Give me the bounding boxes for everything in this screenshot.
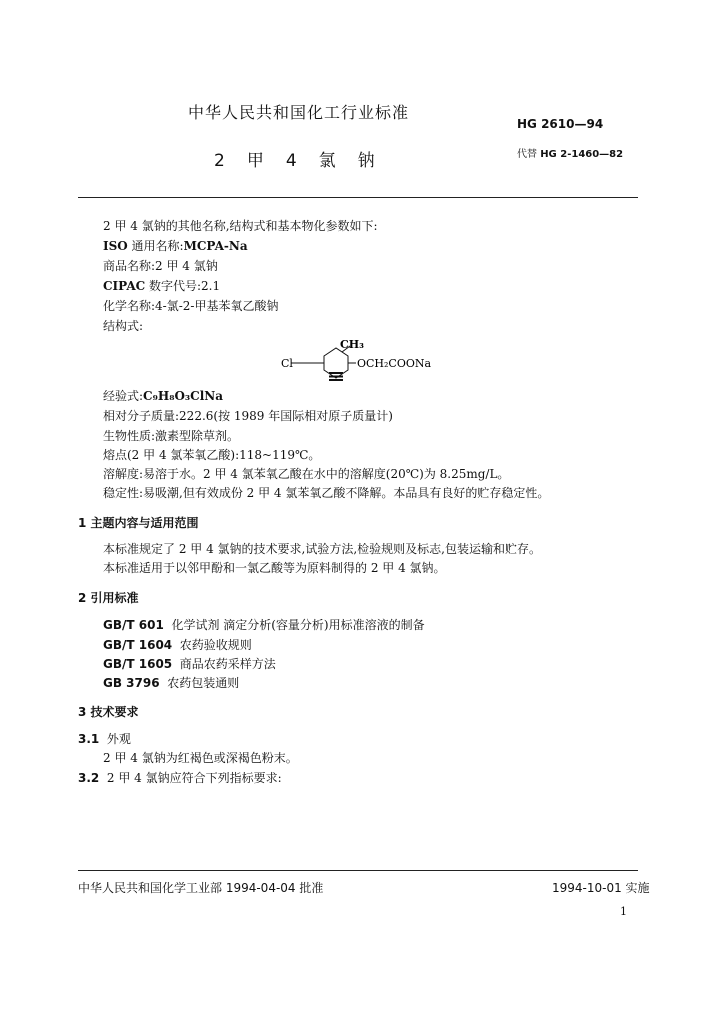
iso-text: 通用名称: — [127, 239, 184, 253]
clause-3-1 — [78, 731, 131, 747]
effective-date: 1994-10-01 实施 — [552, 881, 650, 895]
trade-name-line: 商品名称:2 甲 4 氯钠 — [103, 259, 218, 273]
melting-point-line: 熔点(2 甲 4 氯苯氧乙酸):118~119℃。 — [103, 448, 321, 462]
reference-code: GB/T 601 — [103, 618, 164, 632]
iso-name-line — [103, 238, 248, 254]
section-2-heading: 2 引用标准 — [78, 591, 139, 605]
solubility-line: 溶解度:易溶于水。2 甲 4 氯苯氧乙酸在水中的溶解度(20℃)为 8.25mg/L。 — [103, 467, 510, 481]
stability-line: 稳定性:易吸潮,但有效成份 2 甲 4 氯苯氧乙酸不降解。本品具有良好的贮存稳定性。 — [103, 486, 550, 500]
replaces-label: 代替 — [517, 149, 537, 160]
reference-title: 商品农药采样方法 — [179, 657, 276, 671]
clause-3-1-text: 2 甲 4 氯钠为红褐色或深褐色粉末。 — [103, 751, 298, 765]
reference-code: GB/T 1605 — [103, 657, 173, 671]
cipac-line — [103, 278, 220, 294]
document-title: 2甲4氯钠 — [214, 151, 397, 171]
cipac-label: CIPAC — [103, 279, 146, 293]
cipac-text: 数字代号:2.1 — [145, 279, 221, 293]
ring-double-bond-marks — [329, 372, 343, 381]
reference-title: 农药验收规则 — [179, 638, 252, 652]
clause-number: 3.1 — [78, 732, 100, 746]
empirical-label: 经验式: — [103, 389, 144, 403]
section-1-paragraph-2: 本标准适用于以邻甲酚和一氯乙酸等为原料制得的 2 甲 4 氯钠。 — [103, 561, 446, 575]
chemical-name-line: 化学名称:4-氯-2-甲基苯氧乙酸钠 — [103, 299, 279, 313]
issuing-organization: 中华人民共和国化工行业标准 — [188, 103, 410, 122]
och2coona-label: OCH₂COONa — [357, 357, 432, 370]
reference-item — [103, 675, 239, 691]
footer-rule — [78, 870, 638, 871]
structural-formula — [270, 332, 450, 392]
iso-label: ISO — [103, 239, 128, 253]
intro-line: 2 甲 4 氯钠的其他名称,结构式和基本物化参数如下: — [103, 219, 378, 233]
clause-number: 3.2 — [78, 771, 100, 785]
clause-3-2 — [78, 770, 282, 786]
replaces-code: HG 2-1460—82 — [540, 149, 624, 160]
section-3-heading: 3 技术要求 — [78, 705, 139, 719]
approval-line: 中华人民共和国化学工业部 1994-04-04 批准 — [78, 881, 324, 895]
reference-item — [103, 617, 425, 633]
cl-label: Cl — [281, 357, 293, 370]
page-number: 1 — [620, 905, 627, 918]
clause-text: 2 甲 4 氯钠应符合下列指标要求: — [106, 771, 282, 785]
molar-mass-line: 相对分子质量:222.6(按 1989 年国际相对原子质量计) — [103, 409, 393, 423]
reference-code: GB 3796 — [103, 676, 160, 690]
section-1-heading: 1 主题内容与适用范围 — [78, 516, 199, 530]
bio-property-line: 生物性质:激素型除草剂。 — [103, 429, 240, 443]
header-rule — [78, 197, 638, 198]
reference-code: GB/T 1604 — [103, 638, 173, 652]
empirical-value: C₉H₈O₃ClNa — [143, 389, 224, 403]
reference-title: 化学试剂 滴定分析(容量分析)用标准溶液的制备 — [171, 618, 425, 632]
section-1-paragraph-1: 本标准规定了 2 甲 4 氯钠的技术要求,试验方法,检验规则及标志,包装运输和贮存。 — [103, 542, 541, 556]
reference-item — [103, 656, 276, 672]
structure-label: 结构式: — [103, 319, 144, 333]
empirical-formula-line — [103, 388, 223, 404]
iso-value: MCPA-Na — [183, 239, 248, 253]
reference-item — [103, 637, 252, 653]
clause-title: 外观 — [106, 732, 131, 746]
standard-code: HG 2610—94 — [517, 117, 604, 131]
replaces-line — [517, 145, 623, 160]
reference-title: 农药包装通则 — [167, 676, 240, 690]
ch3-label: CH₃ — [340, 338, 364, 351]
